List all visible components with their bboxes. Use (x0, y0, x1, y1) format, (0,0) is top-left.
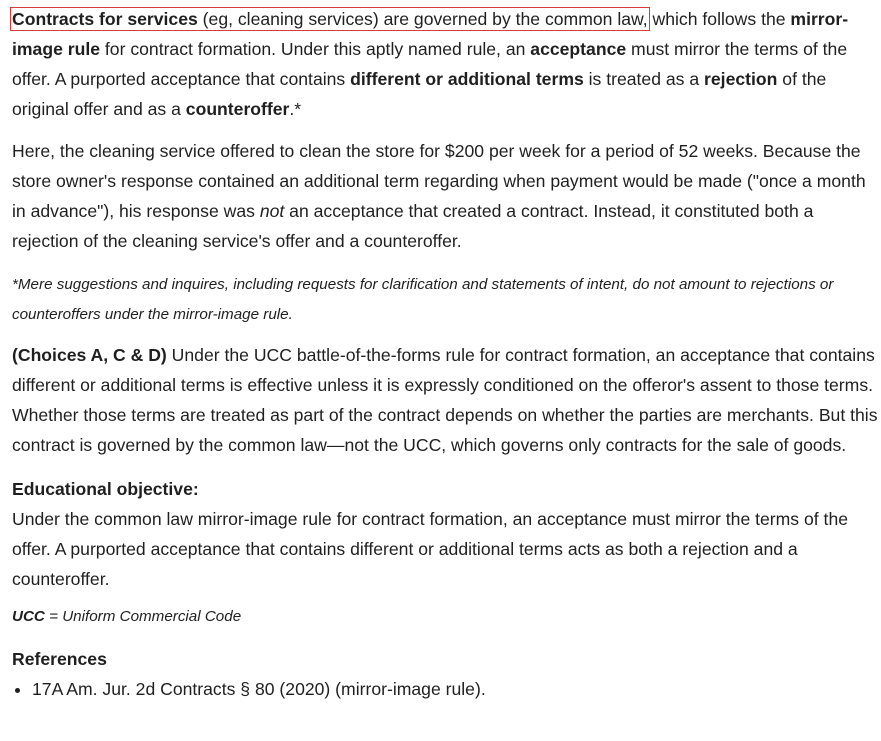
footnote: *Mere suggestions and inquires, including requests for clarification and statements of intent, do not amount to rejections or counteroffers under the mirror-image rule. (12, 276, 834, 323)
application-paragraph (12, 136, 881, 256)
application-text-1: Here, the cleaning service offered to clean the store for $200 per week for a period of 52 weeks. Because the store owner's response contained an additional term regarding when payment would be made ("once a month in advance"), his response was (12, 141, 866, 221)
rejection-bold: rejection (704, 69, 778, 89)
rule-paragraph (12, 4, 881, 124)
different-terms-bold: different or additional terms (350, 69, 584, 89)
references-heading: References (12, 649, 107, 669)
explanation-content (12, 4, 881, 702)
rule-text-2: for contract formation. Under this aptly named rule, an (100, 39, 531, 59)
counteroffer-bold: counteroffer (185, 99, 290, 119)
application-text-2: an acceptance that created a contract. Instead, it constituted both a rejection of the cleaning service's offer and a counteroffer. (12, 201, 814, 251)
educational-objective-heading: Educational objective: (12, 479, 199, 499)
rule-text-3: must mirror the terms of the offer. A purported acceptance that contains (12, 39, 848, 89)
abbreviation-definition: = Uniform Commercial Code (44, 608, 242, 625)
choices-text: Under the UCC battle-of-the-forms rule for contract formation, an acceptance that contains different or additional terms is effective unless it is expressly conditioned on the offeror's assent to those terms. Whether those terms are treated as part of the contract depends on whether the parties are merchants. But this contract is governed by the common law—not the UCC, which governs only contracts for the sale of goods. (12, 345, 878, 455)
highlighted-selection[interactable] (12, 9, 648, 29)
not-italic: not (259, 201, 285, 221)
rule-text-4: is treated as a (583, 69, 705, 89)
educational-objective-text: Under the common law mirror-image rule for contract formation, an acceptance must mirror the terms of the offer. A purported acceptance that contains different or additional terms acts as both a rejection and a counteroffer. (12, 509, 849, 589)
rule-text-1: which follows the (647, 9, 791, 29)
reference-item: • 17A Am. Jur. 2d Contracts § 80 (2020) (mirror-image rule). (32, 676, 881, 702)
acceptance-bold: acceptance (530, 39, 627, 59)
mirror-image-rule-bold: mirror-image rule (12, 9, 849, 59)
abbreviation-term: UCC (12, 608, 45, 625)
choices-label: (Choices A, C & D) (12, 345, 167, 365)
choices-paragraph (12, 340, 881, 460)
rule-text-5: of the original offer and as a (12, 69, 827, 119)
highlight-rest-text: (eg, cleaning services) are governed by the common law, (197, 9, 648, 29)
abbreviation-line (12, 604, 881, 630)
contracts-for-services-bold: Contracts for services (12, 9, 198, 29)
rule-text-6: .* (289, 99, 302, 119)
references-list (12, 676, 881, 702)
